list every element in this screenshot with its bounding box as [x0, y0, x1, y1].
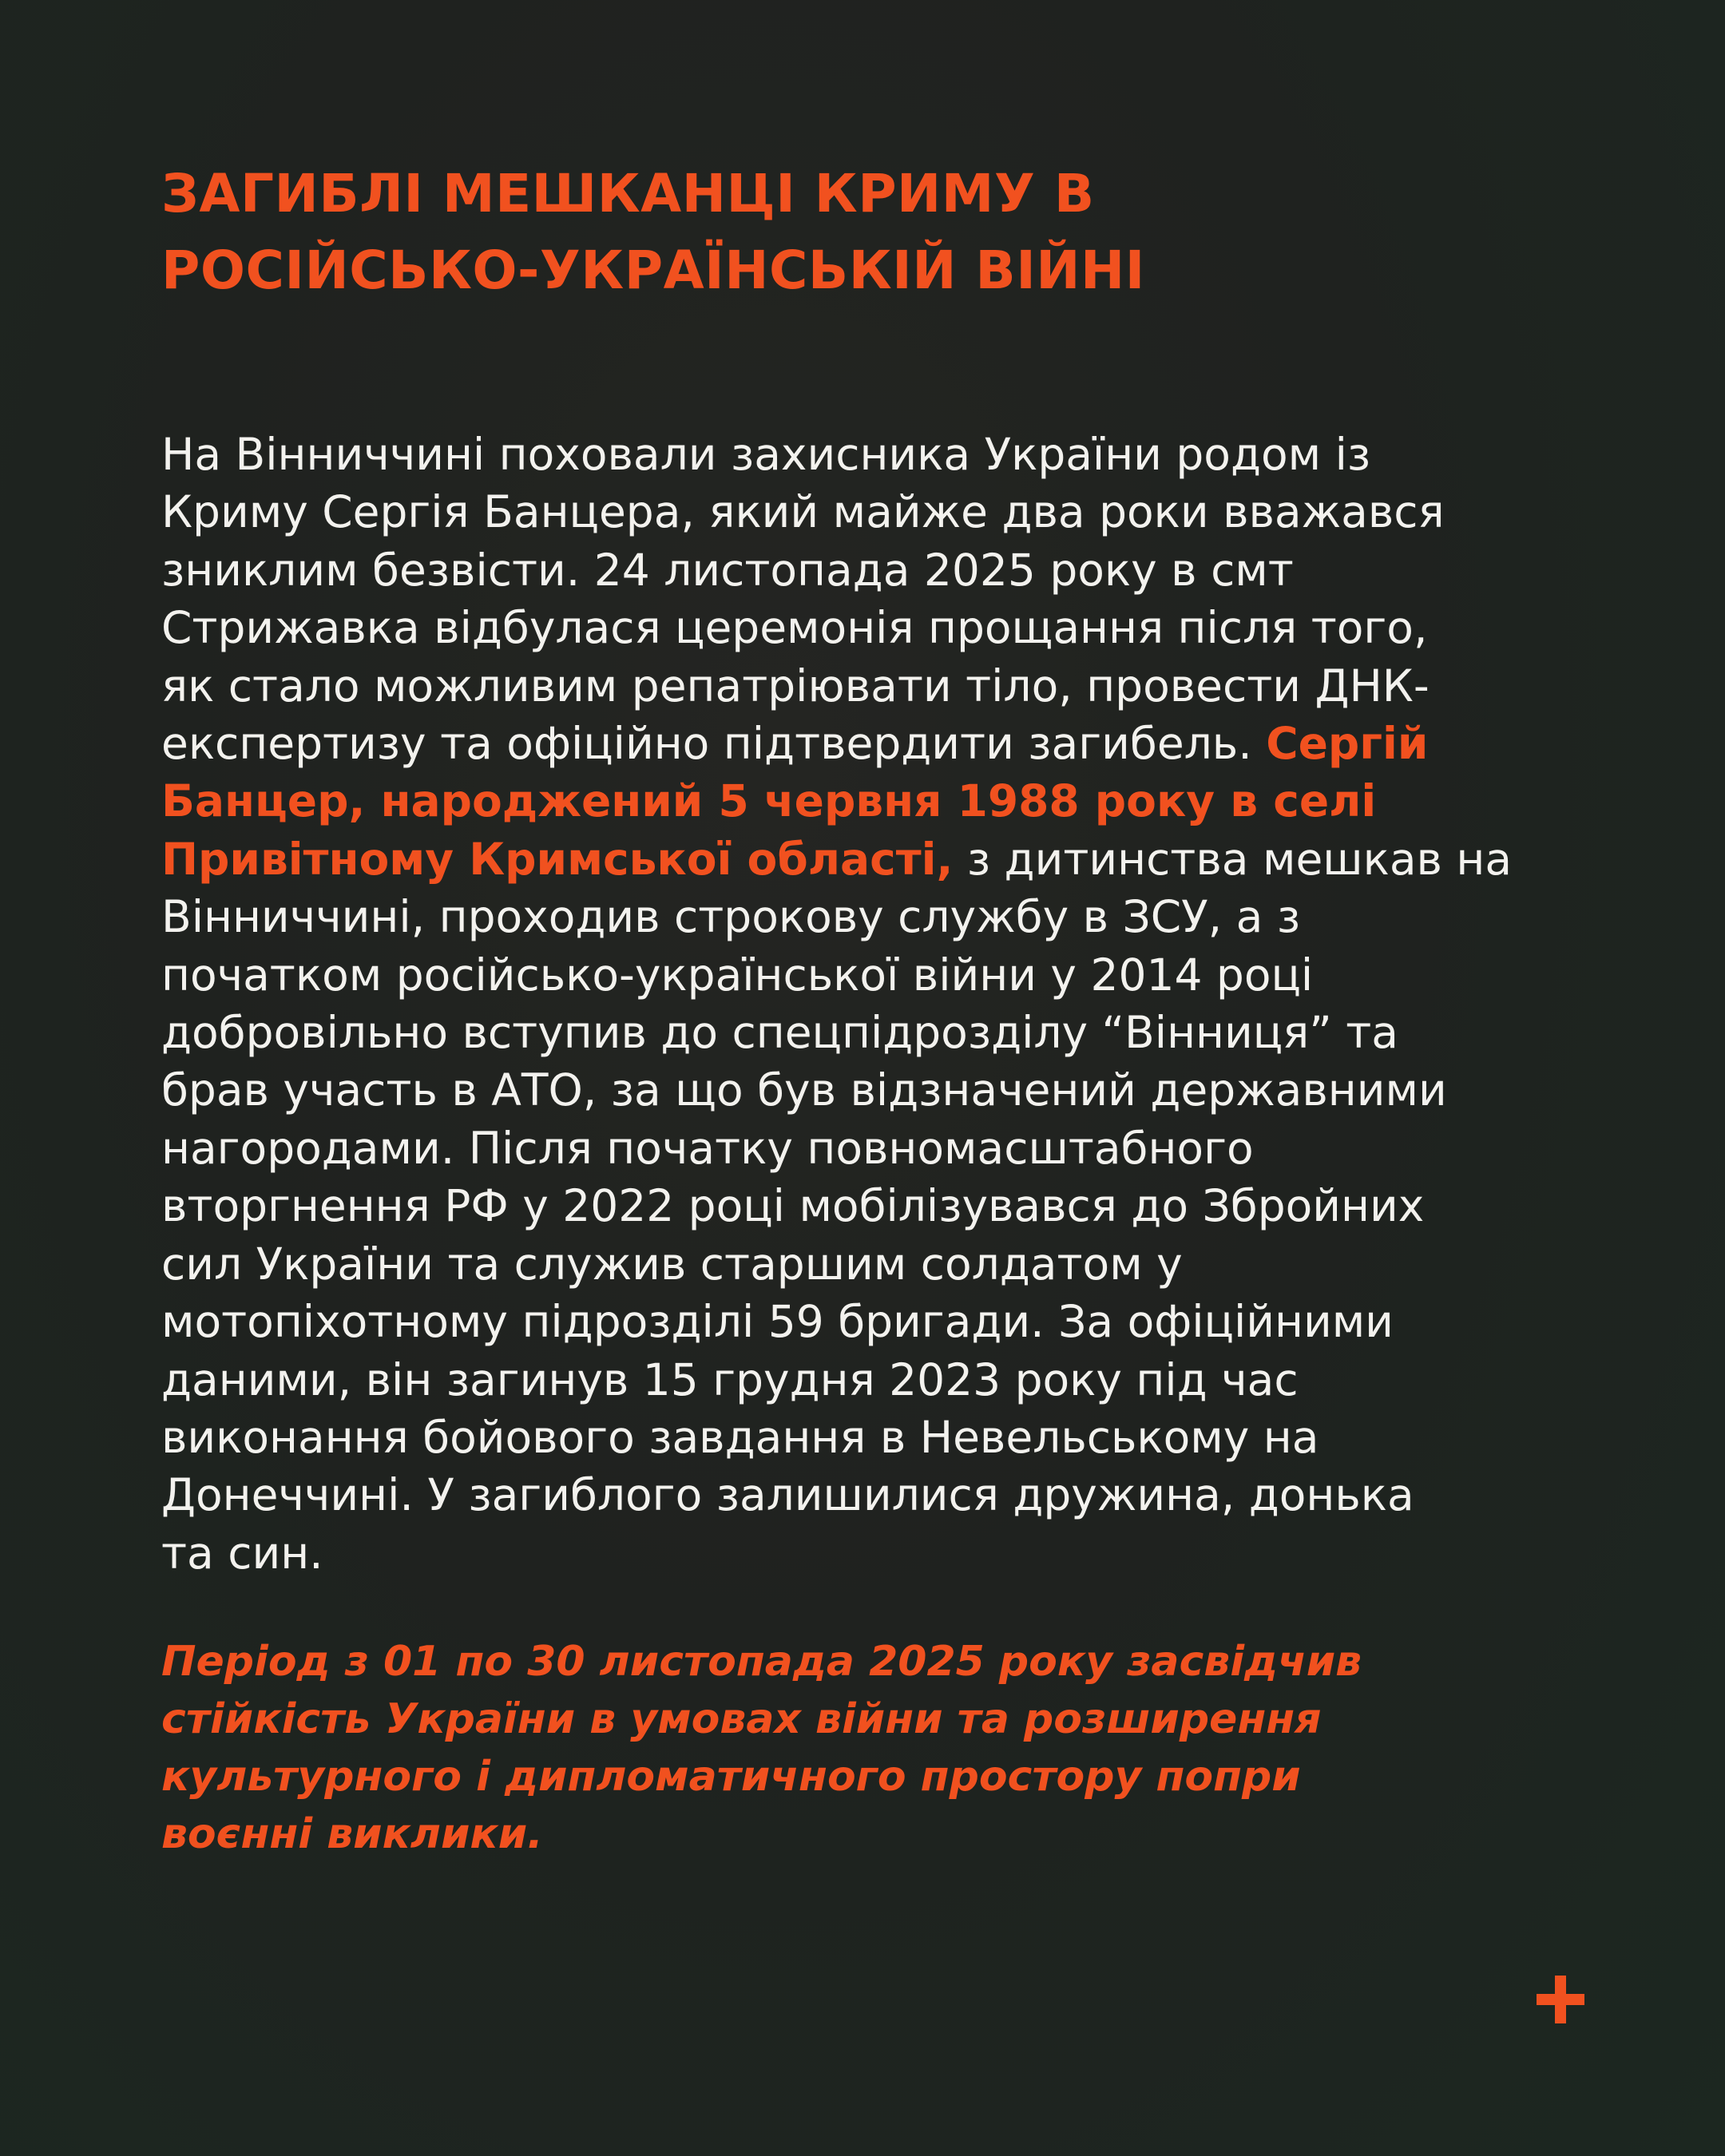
body-line: як стало можливим репатріювати тіло, провести ДНК-	[161, 660, 1430, 711]
body-line-mixed	[161, 715, 1639, 772]
conclusion-line: стійкість України в умовах війни та розширення	[161, 1695, 1322, 1743]
plus-icon	[1537, 1976, 1584, 2023]
title-line-2: РОСІЙСЬКО-УКРАЇНСЬКІЙ ВІЙНІ	[161, 240, 1145, 301]
body-line-mixed	[161, 830, 1639, 888]
body-line: сил України та служив старшим солдатом у	[161, 1238, 1183, 1290]
body-line: зниклим безвісти. 24 листопада 2025 року в смт	[161, 544, 1294, 596]
conclusion-line: воєнні виклики.	[161, 1810, 543, 1858]
highlight-text: Привітному Кримської області,	[161, 833, 954, 885]
page-title	[161, 156, 1599, 309]
conclusion-line: Період з 01 по 30 листопада 2025 року засвідчив	[161, 1638, 1362, 1686]
highlight-text: Сергій	[1266, 718, 1429, 770]
title-line-1: ЗАГИБЛІ МЕШКАНЦІ КРИМУ В	[161, 163, 1095, 224]
body-line: даними, він загинув 15 грудня 2023 року під час	[161, 1353, 1299, 1405]
body-line: На Вінниччині поховали захисника України родом із	[161, 429, 1371, 480]
body-line: брав участь в АТО, за що був відзначений державними	[161, 1064, 1447, 1116]
body-line: Донеччині. У загиблого залишилися дружина, донька	[161, 1469, 1414, 1521]
body-line: Стрижавка відбулася церемонія прощання після того,	[161, 602, 1428, 654]
body-text-segment: експертизу та офіційно підтвердити загибель.	[161, 718, 1267, 770]
body-line: Криму Сергія Банцера, який майже два роки вважався	[161, 486, 1445, 538]
conclusion-line: культурного і дипломатичного простору попри	[161, 1753, 1301, 1801]
body-line: виконання бойового завдання в Невельському на	[161, 1411, 1319, 1463]
body-line: початком російсько-української війни у 2014 році	[161, 949, 1314, 1001]
body-text-segment: з дитинства мешкав на	[953, 833, 1513, 885]
body-line: нагородами. Після початку повномасштабного	[161, 1122, 1254, 1174]
body-line: мотопіхотному підрозділі 59 бригади. За офіційними	[161, 1296, 1394, 1348]
body-line: Вінниччині, проходив строкову службу в ЗСУ, а з	[161, 891, 1301, 943]
body-line: та син.	[161, 1527, 323, 1579]
body-line: добровільно вступив до спецпідрозділу “Вінниця” та	[161, 1007, 1398, 1059]
highlight-line: Банцер, народжений 5 червня 1988 року в селі	[161, 775, 1377, 827]
article-body	[161, 426, 1639, 1582]
conclusion-text	[161, 1633, 1639, 1863]
body-line: вторгнення РФ у 2022 році мобілізувався до Збройних	[161, 1180, 1425, 1232]
